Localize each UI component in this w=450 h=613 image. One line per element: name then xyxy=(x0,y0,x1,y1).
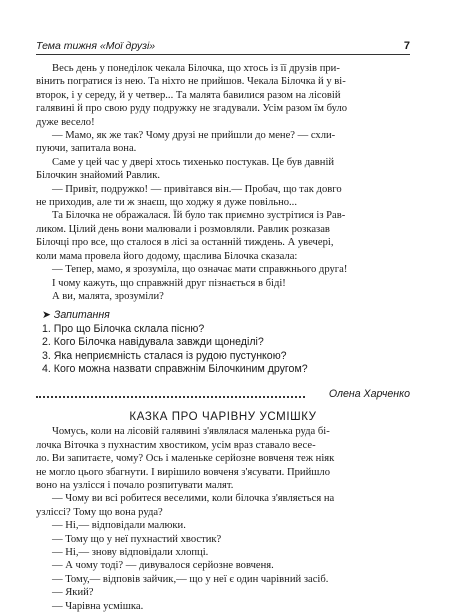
question-item: 2. Кого Білочка навідувала завжди щонеділі? xyxy=(42,336,264,349)
text-line: вінить погратися із нею. Та ніхто не прийшов. Чекала Білочка й у ві- xyxy=(36,76,346,88)
text-line: Чомусь, коли на лісовій галявині з'являлася маленька руда бі- xyxy=(52,426,330,438)
header-title: Тема тижня «Мої друзі» xyxy=(36,40,156,52)
text-line: — Ні,— знову відповідали хлопці. xyxy=(52,547,209,558)
question-item: 1. Про що Білочка склала пісню? xyxy=(42,322,205,335)
text-line: дуже весело! xyxy=(36,116,95,128)
text-line: лочка Віточка з пухнастим хвостиком, усім враз ставало весе- xyxy=(36,439,316,451)
questions-heading: ➤ Запитання xyxy=(42,309,110,322)
text-line: — Чарівна усмішка. xyxy=(52,600,144,612)
questions-list xyxy=(36,323,410,377)
story-1 xyxy=(36,62,410,303)
text-line: — Ні,— відповідали малюки. xyxy=(52,520,186,532)
text-line: Весь день у понеділок чекала Білочка, що хтось із її друзів при- xyxy=(52,63,340,74)
text-line: — Мамо, як же так? Чому друзі не прийшли до мене? — схли- xyxy=(52,130,336,142)
text-line: І чому кажуть, що справжній друг пізнається в біді! xyxy=(52,277,286,289)
text-line: — Чому ви всі робитеся веселими, коли білочка з'являється на xyxy=(52,493,335,505)
text-line: второк, і у середу, й у четвер... Та малята бавилися разом на лісовій xyxy=(36,89,341,101)
dotted-divider xyxy=(36,396,305,398)
text-line: воно на узлісся і почало розпитувати малят. xyxy=(36,479,234,491)
text-line: не могло цього збагнути. І вирішило вовченя з'ясувати. Прийшло xyxy=(36,466,330,478)
text-line: пуючи, запитала вона. xyxy=(36,143,137,155)
text-line: — Тому,— відповів зайчик,— що у неї є один чарівний засіб. xyxy=(52,573,329,585)
text-line: коли мама провела його додому, щаслива Білочка сказала: xyxy=(36,250,298,262)
text-line: ликом. Цілий день вони малювали і розмовляли. Равлик розказав xyxy=(36,223,330,235)
text-line: ло. Ви запитаєте, чому? Ось і маленьке серйозне вовченя теж ніяк xyxy=(36,453,335,465)
story-2-title: КАЗКА ПРО ЧАРІВНУ УСМІШКУ xyxy=(129,411,317,424)
text-line: Та Білочка не ображалася. Їй було так приємно зустрітися із Рав- xyxy=(52,210,346,222)
author-divider xyxy=(36,388,410,402)
running-header xyxy=(36,36,410,55)
text-line: Саме у цей час у двері хтось тихенько постукав. Це був давній xyxy=(52,156,335,168)
text-line: — Який? xyxy=(52,587,94,599)
text-line: Білочці про все, що сталося в лісі за останній тиждень. А увечері, xyxy=(36,237,334,249)
text-line: узліссі? Тому що вона руда? xyxy=(36,506,163,518)
author-name: Олена Харченко xyxy=(328,388,410,401)
text-line: — А чому тоді? — дивувалося серйозне вовченя. xyxy=(52,560,274,572)
text-line: — Тому що у неї пухнастий хвостик? xyxy=(52,533,222,545)
question-item: 4. Кого можна назвати справжнім Білочкиним другом? xyxy=(42,362,308,375)
text-line: не приходив, але ти ж знаєш, що ходжу я дуже повільно... xyxy=(36,197,297,209)
text-line: А ви, малята, зрозуміли? xyxy=(52,290,164,302)
story-2 xyxy=(36,425,410,613)
text-line: — Тепер, мамо, я зрозуміла, що означає мати справжнього друга! xyxy=(52,264,348,276)
question-item: 3. Яка неприємність сталася із рудою пустункою? xyxy=(42,349,287,362)
page-number: 7 xyxy=(403,40,410,52)
text-line: галявині й про свою руду подружку не згадували. Усім разом їм було xyxy=(36,103,348,115)
page-body xyxy=(36,62,410,613)
text-line: — Привіт, подружко! — привітався він.— Пробач, що так довго xyxy=(52,183,342,195)
arrowhead-icon: ➤ xyxy=(42,309,51,322)
text-line: Білочкин знайомий Равлик. xyxy=(36,170,161,182)
